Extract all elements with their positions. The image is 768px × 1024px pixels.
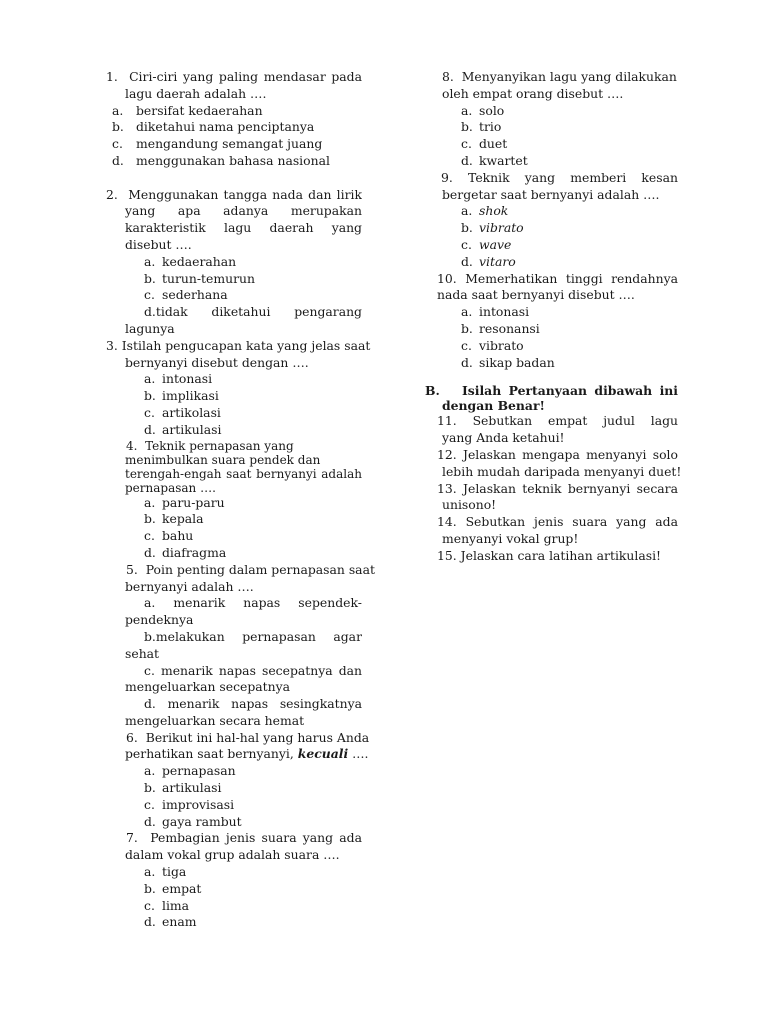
option-a: a. menarik napas sependek- xyxy=(144,595,362,611)
essay-question-11-line-2: yang Anda ketahui! xyxy=(442,430,565,446)
option-b: b. empat xyxy=(144,880,202,896)
option-d: d. sikap badan xyxy=(461,354,555,370)
option-c: c. improvisasi xyxy=(144,796,235,812)
option-a: a. shok xyxy=(461,203,509,219)
question-5 xyxy=(106,561,375,730)
essay-question-15-line-1: 15. Jelaskan cara latihan artikulasi! xyxy=(437,547,662,563)
essay-question-12-line-1: 12. Jelaskan mengapa menyanyi solo xyxy=(437,446,678,462)
question-1-line-1: 1. Ciri-ciri yang paling mendasar pada xyxy=(106,69,362,84)
question-6-line-2: perhatikan saat bernyanyi, kecuali …. xyxy=(125,746,369,762)
section-b-label: B. xyxy=(425,383,440,399)
option-a: a. paru-paru xyxy=(144,494,225,510)
option-d: d. enam xyxy=(144,914,197,930)
question-5-line-2: bernyanyi adalah …. xyxy=(125,578,254,594)
option-d: d.tidak diketahui pengarang xyxy=(144,304,362,320)
question-2-line-3: karakteristik lagu daerah yang xyxy=(125,220,362,236)
option-d: d. vitaro xyxy=(461,253,516,269)
question-2-line-1: 2. Menggunakan tangga nada dan lirik xyxy=(106,186,362,202)
question-4-line-3: terengah-engah saat bernyanyi adalah xyxy=(125,466,362,481)
question-7 xyxy=(106,830,362,931)
option-c-continuation: mengeluarkan secepatnya xyxy=(125,679,291,695)
option-c: c. bahu xyxy=(144,528,194,544)
question-9-line-1: 9. Teknik yang memberi kesan xyxy=(441,169,678,185)
question-10 xyxy=(425,271,678,372)
question-1 xyxy=(106,69,362,170)
option-a: a. pernapasan xyxy=(144,763,236,779)
option-d: d. artikulasi xyxy=(144,421,222,437)
option-b: b. trio xyxy=(461,119,502,135)
right-column xyxy=(425,69,682,565)
option-d-continuation: lagunya xyxy=(125,320,175,336)
question-9-line-2: bergetar saat bernyanyi adalah …. xyxy=(442,186,660,202)
option-a: a. bersifat kedaerahan xyxy=(112,102,263,118)
question-2-line-2: yang apa adanya merupakan xyxy=(125,203,362,219)
option-d: d. diafragma xyxy=(144,544,227,560)
option-b: b. vibrato xyxy=(461,220,524,236)
option-c: c. wave xyxy=(461,236,512,252)
essay-question-12-line-2: lebih mudah daripada menyanyi duet! xyxy=(442,463,682,479)
essay-question-13-line-1: 13. Jelaskan teknik bernyanyi secara xyxy=(437,480,678,496)
question-4 xyxy=(106,439,362,495)
section-b-heading xyxy=(425,383,678,413)
emphasis-word: kecuali xyxy=(297,746,349,762)
section-b-title-line-1: B. Isilah Pertanyaan dibawah ini xyxy=(425,383,678,399)
option-c: c. vibrato xyxy=(461,337,524,353)
option-c: c. duet xyxy=(461,136,508,152)
option-b: b. diketahui nama penciptanya xyxy=(112,119,315,135)
question-4-line-1: 4. Teknik pernapasan yang xyxy=(126,438,294,453)
essay-question-14-line-2: menyanyi vokal grup! xyxy=(442,530,579,546)
option-b: b. kepala xyxy=(144,511,204,527)
spacer xyxy=(425,371,678,383)
question-4-options xyxy=(106,495,362,562)
question-6-line-1: 6. Berikut ini hal-hal yang harus Anda xyxy=(126,729,370,745)
option-d: d. kwartet xyxy=(461,152,528,168)
option-d-continuation: mengeluarkan secara hemat xyxy=(125,712,305,728)
option-d: d. menggunakan bahasa nasional xyxy=(112,152,330,168)
question-2 xyxy=(106,187,362,338)
option-a-continuation: pendeknya xyxy=(125,612,194,628)
question-6 xyxy=(106,729,370,831)
option-b: b. implikasi xyxy=(144,388,219,404)
option-c: c. lima xyxy=(144,897,190,913)
option-b: b. turun-temurun xyxy=(144,270,255,286)
question-9 xyxy=(425,170,678,271)
question-8-line-1: 8. Menyanyikan lagu yang dilakukan xyxy=(442,69,677,84)
option-c: c. sederhana xyxy=(144,287,228,303)
question-4-line-2: menimbulkan suara pendek dan xyxy=(125,452,321,467)
question-2-line-4: disebut …. xyxy=(125,236,192,252)
question-8-line-2: oleh empat orang disebut …. xyxy=(442,85,624,101)
option-b: b. resonansi xyxy=(461,320,540,336)
option-d: d. menarik napas sesingkatnya xyxy=(144,696,362,712)
option-c: c. mengandung semangat juang xyxy=(112,136,323,152)
question-7-line-1: 7. Pembagian jenis suara yang ada xyxy=(126,830,362,846)
essay-question-14-line-1: 14. Sebutkan jenis suara yang ada xyxy=(437,514,678,530)
essay-question-13-line-2: unisono! xyxy=(442,497,497,513)
option-d: d. gaya rambut xyxy=(144,813,242,829)
option-a: a. kedaerahan xyxy=(144,253,237,269)
option-b: b.melakukan pernapasan agar xyxy=(144,628,362,644)
question-5-line-1: 5. Poin penting dalam pernapasan saat xyxy=(126,561,375,577)
question-3 xyxy=(106,337,371,439)
option-c: c. menarik napas secepatnya dan xyxy=(144,662,362,678)
section-b-title-line-2: dengan Benar! xyxy=(442,398,545,414)
essay-question-11-line-1: 11. Sebutkan empat judul lagu xyxy=(437,413,678,429)
option-a: a. intonasi xyxy=(144,371,213,387)
option-c: c. artikolasi xyxy=(144,404,221,420)
option-b: b. artikulasi xyxy=(144,780,222,796)
question-3-line-1: 3. Istilah pengucapan kata yang jelas saat xyxy=(106,337,371,353)
question-8 xyxy=(425,69,678,170)
option-a: a. intonasi xyxy=(461,304,530,320)
option-a: a. tiga xyxy=(144,864,187,880)
spacer xyxy=(106,170,362,187)
option-a: a. solo xyxy=(461,102,505,118)
left-column xyxy=(106,69,375,931)
option-b-continuation: sehat xyxy=(125,645,160,661)
question-3-line-2: bernyanyi disebut dengan …. xyxy=(125,354,309,370)
essay-questions xyxy=(425,413,682,564)
question-1-line-2: lagu daerah adalah …. xyxy=(125,85,267,101)
question-10-line-1: 10. Memerhatikan tinggi rendahnya xyxy=(437,270,678,286)
question-10-line-2: nada saat bernyanyi disebut …. xyxy=(437,287,635,303)
question-4-line-4: pernapasan …. xyxy=(125,480,216,495)
question-7-line-2: dalam vokal grup adalah suara …. xyxy=(125,847,340,863)
